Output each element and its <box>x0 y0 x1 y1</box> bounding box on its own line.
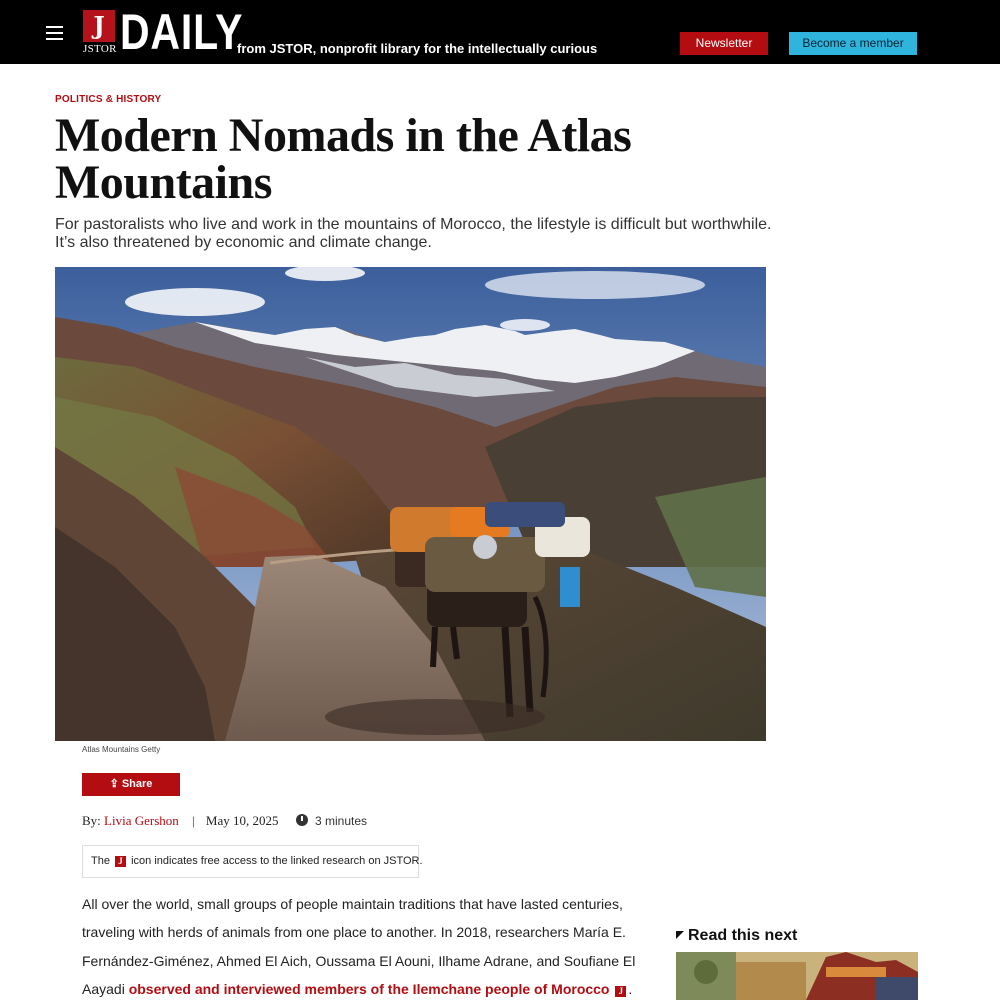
article-title: Modern Nomads in the Atlas Mountains <box>55 109 632 209</box>
byline-separator: | <box>192 813 195 828</box>
byline-prefix: By: <box>82 813 101 828</box>
logo-jstor-text[interactable]: JSTOR <box>83 43 117 55</box>
read-next-label: Read this next <box>688 927 798 944</box>
share-label: Share <box>121 778 153 790</box>
site-tagline: from JSTOR, nonprofit library for the intellectually curious <box>237 41 598 56</box>
byline <box>82 813 367 829</box>
newsletter-button[interactable]: Newsletter <box>680 32 768 55</box>
free-access-notice <box>82 845 423 878</box>
site-header <box>0 0 1000 64</box>
menu-icon[interactable] <box>46 26 63 40</box>
jstor-logo-icon[interactable]: J <box>83 10 115 42</box>
body-text: All over the world, small groups of people maintain traditions that have lasted centuries, traveling with herds of animals from one place to another. In 2018, researchers María E. Fernández-Giménez, Ahmed El Aich, Oussama El Aouni, Ilhame Adrane, and Soufiane El Aayadi <box>82 896 636 998</box>
triangle-icon <box>676 931 684 939</box>
jstor-access-icon: J <box>615 986 626 997</box>
hero-image <box>55 267 766 741</box>
clock-icon <box>296 814 308 826</box>
notice-text-after: icon indicates free access to the linked research on JSTOR. <box>131 855 423 867</box>
notice-text-before: The <box>91 855 110 867</box>
jstor-access-icon: J <box>115 856 126 867</box>
logo-daily-text[interactable]: DAILY <box>120 4 244 60</box>
read-next-heading <box>676 927 797 945</box>
author-link[interactable]: Livia Gershon <box>104 813 179 828</box>
category-link[interactable]: POLITICS & HISTORY <box>55 94 162 105</box>
share-icon: ⇪ <box>109 778 122 790</box>
article-body-paragraph <box>82 890 642 1000</box>
read-next-thumbnail[interactable] <box>676 952 918 1000</box>
research-link[interactable] <box>129 981 629 997</box>
image-caption: Atlas Mountains Getty <box>82 745 161 754</box>
body-end: . <box>628 981 633 998</box>
publish-date: May 10, 2025 <box>205 813 279 828</box>
read-time: 3 minutes <box>314 814 368 828</box>
become-member-button[interactable]: Become a member <box>789 32 917 55</box>
research-link-text: observed and interviewed members of the Ilemchane people of Morocco <box>128 981 610 998</box>
share-button[interactable] <box>82 773 180 796</box>
article-dek: For pastoralists who live and work in the mountains of Morocco, the lifestyle is difficult but worthwhile. It’s also threatened by economic and climate change. <box>55 216 772 251</box>
